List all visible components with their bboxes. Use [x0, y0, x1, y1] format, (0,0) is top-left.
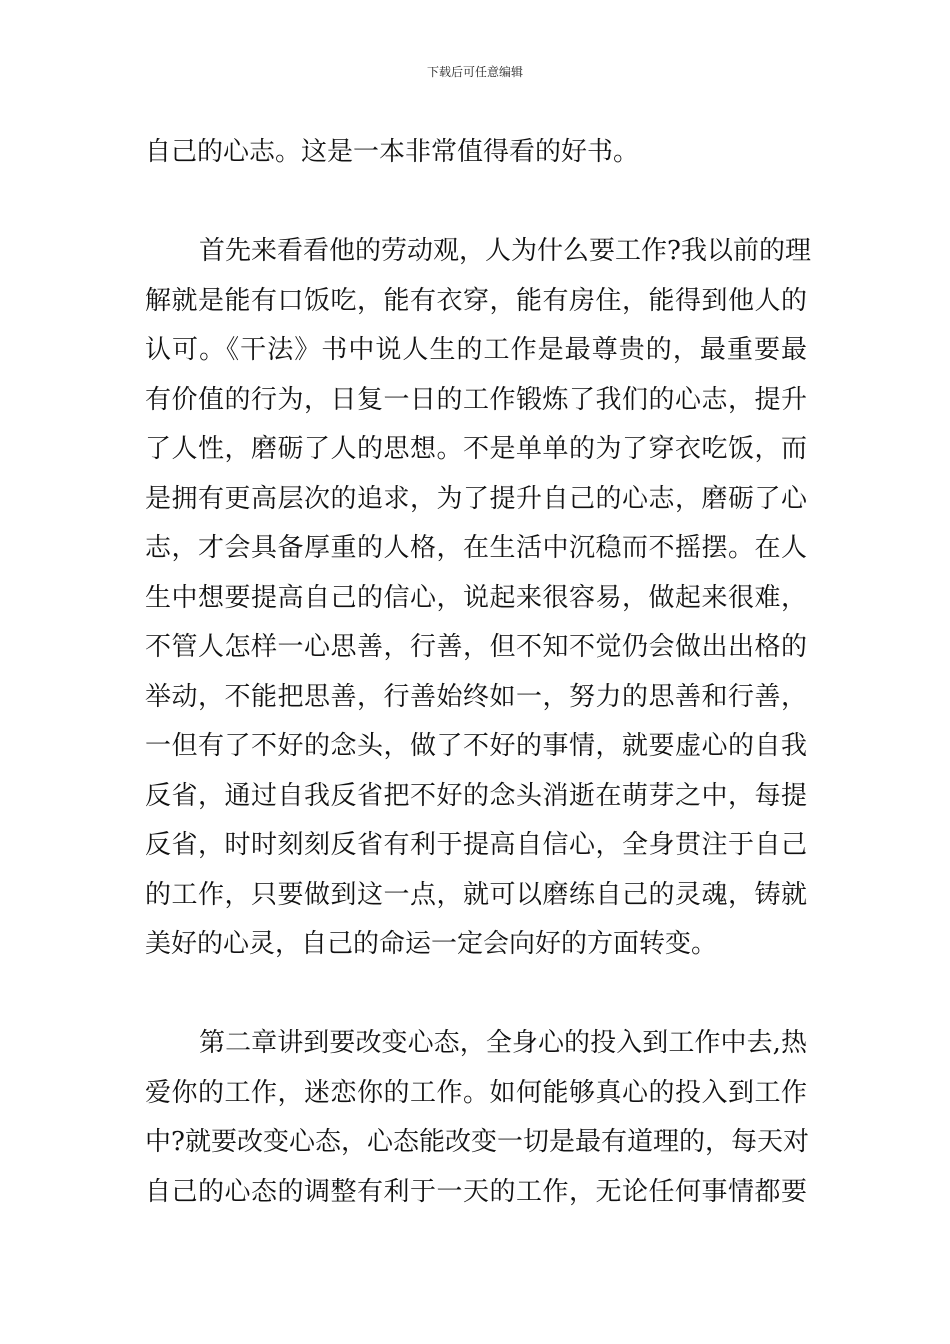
- text-line: 反省，通过自我反省把不好的念头消逝在萌芽之中，每提: [145, 780, 807, 811]
- paragraph-gap: [145, 178, 807, 228]
- page-header: 下载后可任意编辑: [426, 65, 523, 79]
- text-line: 中?就要改变心态，心态能改变一切是最有道理的，每天对: [145, 1127, 809, 1157]
- text-line: 生中想要提高自己的信心，说起来很容易，做起来很难，: [145, 582, 807, 613]
- text-line: 一但有了不好的念头，做了不好的事情，就要虚心的自我: [145, 731, 807, 761]
- text-line: 志，才会具备厚重的人格，在生活中沉稳而不摇摆。在人: [145, 533, 807, 563]
- body-text: [145, 128, 811, 1217]
- text-line: 美好的心灵，自己的命运一定会向好的方面转变。: [145, 929, 718, 959]
- text-line: 自己的心态的调整有利于一天的工作，无论任何事情都要: [145, 1176, 807, 1207]
- text-line: 自己的心志。这是一本非常值得看的好书。: [145, 137, 640, 167]
- text-line: 有价值的行为，日复一日的工作锻炼了我们的心志，提升: [145, 384, 807, 415]
- text-line: 认可。《干法》书中说人生的工作是最尊贵的，最重要最: [145, 335, 807, 365]
- text-line: 反省，时时刻刻反省有利于提高自信心，全身贯注于自己: [145, 830, 807, 860]
- text-line: 第二章讲到要改变心态，全身心的投入到工作中去,热: [199, 1028, 807, 1058]
- text-line: 爱你的工作，迷恋你的工作。如何能够真心的投入到工作: [145, 1077, 807, 1108]
- text-line: 解就是能有口饭吃，能有衣穿，能有房住，能得到他人的: [145, 285, 807, 316]
- text-line: 首先来看看他的劳动观，人为什么要工作?我以前的理: [199, 236, 811, 266]
- paragraph-gap: [145, 970, 807, 1020]
- text-line: 是拥有更高层次的追求，为了提升自己的心志，磨砺了心: [145, 483, 807, 514]
- text-line: 了人性，磨砺了人的思想。不是单单的为了穿衣吃饭，而: [145, 434, 807, 464]
- text-line: 的工作，只要做到这一点，就可以磨练自己的灵魂，铸就: [145, 879, 807, 910]
- text-line: 不管人怎样一心思善，行善，但不知不觉仍会做出出格的: [145, 632, 807, 662]
- text-line: 举动，不能把思善，行善始终如一，努力的思善和行善，: [145, 681, 807, 712]
